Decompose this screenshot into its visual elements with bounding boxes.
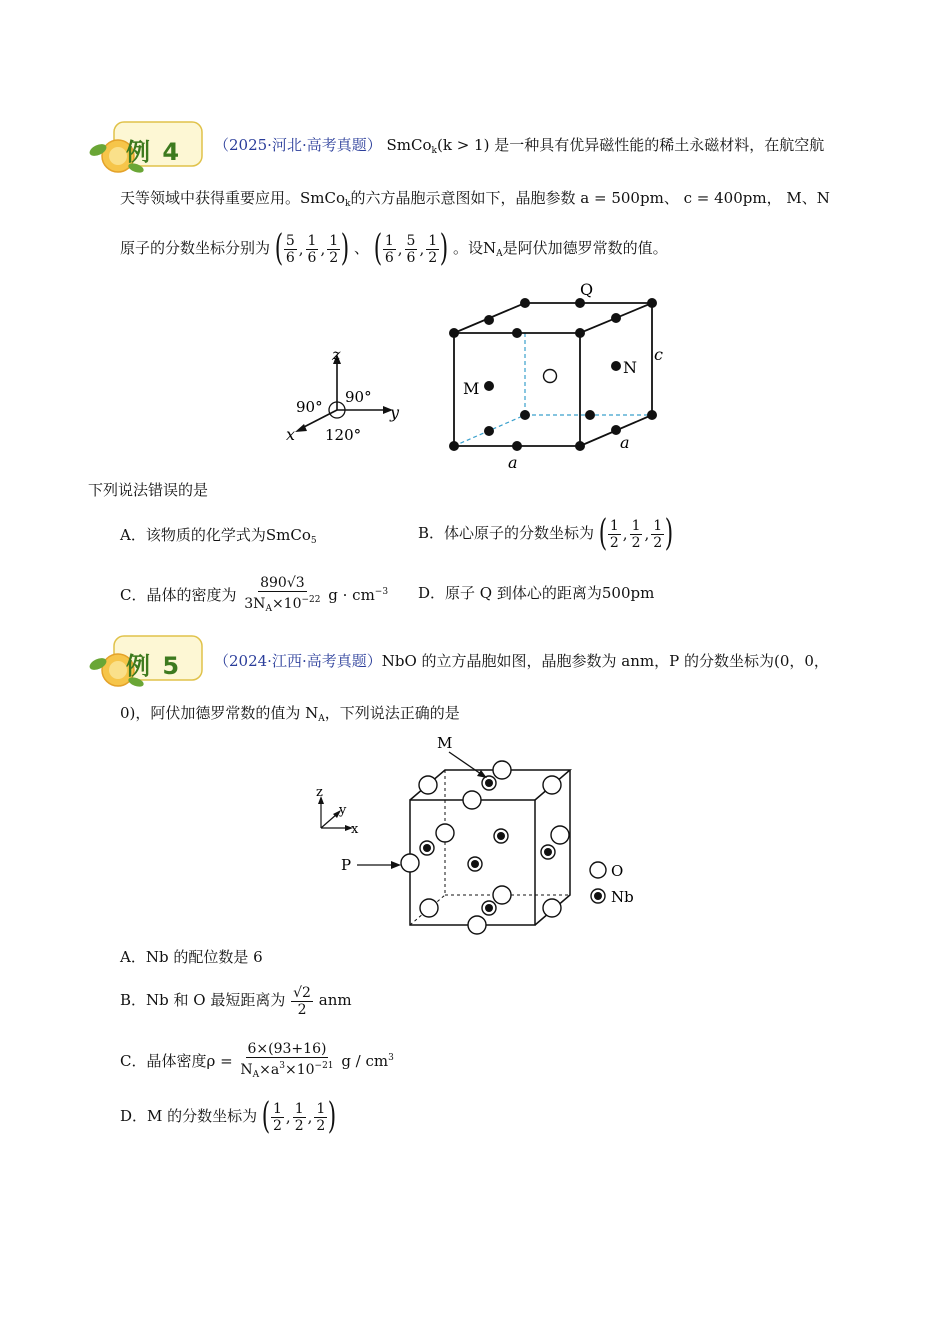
atom-q-label: Q — [580, 280, 594, 299]
q4-intro-line-3: 原子的分数坐标分别为 ( $\frac{5}{6}$ , $\frac{1}{6}$ , $\frac{1}{2}$ ) 、 ( $\frac{1}{6}$ , $\frac{5}{6}$ , $\frac{1}{2}$ ) 。设$N_A$是阿伏加德罗常数的值。 — [120, 228, 668, 269]
q4-option-a[interactable]: A．该物质的化学式为SmCo$_5$ — [120, 526, 317, 546]
body-center-atom — [544, 370, 557, 383]
axis-x-label: x — [286, 425, 296, 444]
q4-hexagonal-cell-figure — [430, 270, 680, 475]
q4-option-d[interactable]: D．原子 Q 到体心的距离为500pm — [418, 584, 655, 602]
angle-label: 90° — [345, 388, 372, 406]
example-4-badge — [88, 118, 208, 178]
q4-formula: SmCo$_k$(k > 1) — [386, 136, 490, 156]
q4-intro-line-2: 天等领域中获得重要应用。SmCo$_k$的六方晶胞示意图如下，晶胞参数 a = 500pm、 c = 400pm， M、N — [120, 189, 830, 209]
q5-intro-line-2: 0)，阿伏加德罗常数的值为 $N_A$，下列说法正确的是 — [120, 704, 460, 724]
q5-cubic-cell-figure — [305, 730, 650, 940]
example-5-badge — [88, 632, 208, 692]
param-a: a = 500pm — [580, 189, 664, 207]
atom-n-label: N — [623, 358, 637, 377]
axis-y-label: y — [390, 403, 400, 422]
axis-z-label: z — [332, 345, 341, 364]
legend-niobium-label: Nb — [611, 888, 634, 906]
axis-y-label: y — [339, 803, 347, 818]
q4-intro-1: 是一种具有优异磁性能的稀土永磁材料，在航空航 — [494, 136, 825, 154]
q4-axes-figure — [280, 340, 410, 450]
q4-option-c[interactable]: C．晶体的密度为 $\frac{890√3}{3N_A\times 10^{-22}}$ $g \cdot cm^{-3}$ — [120, 575, 389, 614]
q5-option-a[interactable]: A．Nb 的配位数是 6 — [120, 948, 263, 966]
q4-question: 下列说法错误的是 — [88, 481, 209, 499]
coord-m: ( $\frac{5}{6}$ , $\frac{1}{6}$ , $\frac{1}{2}$ ) — [274, 228, 350, 269]
angle-label: 120° — [325, 426, 362, 444]
param-a-label: a — [620, 433, 630, 452]
axis-z-label: z — [316, 785, 323, 800]
param-c-label: c — [654, 345, 663, 364]
q4-intro-line-1 — [214, 134, 824, 162]
badge-label: 例 5 — [126, 652, 182, 680]
atom-p-label: P — [341, 856, 352, 874]
atom-m-label: M — [463, 379, 480, 398]
q5-option-c[interactable]: C．晶体密度ρ = $\frac{6\times(93+16)}{N_A\times a^3\times 10^{-21}}$ g / $cm^3$ — [120, 1041, 394, 1080]
legend-oxygen-label: O — [611, 862, 624, 880]
q4-source: （2025·河北·高考真题） — [214, 136, 382, 154]
param-a-label: a — [508, 453, 518, 472]
q5-intro-line-1: （2024·江西·高考真题）NbO 的立方晶胞如图，晶胞参数为 anm，P 的分数坐标为(0，0， — [214, 652, 829, 670]
q5-option-b[interactable]: B．Nb 和 O 最短距离为 $\frac{√2}{2}$ anm — [120, 984, 352, 1018]
legend-oxygen-icon — [590, 862, 606, 878]
q5-source: （2024·江西·高考真题） — [214, 652, 382, 670]
atom-m-label: M — [437, 734, 453, 752]
q4-option-b[interactable]: B．体心原子的分数坐标为 ( $\frac{1}{2}$ , $\frac{1}{2}$ , $\frac{1}{2}$ ) — [418, 513, 674, 554]
angle-label: 90° — [296, 398, 323, 416]
param-c: c = 400pm — [683, 189, 767, 207]
badge-label: 例 4 — [126, 138, 182, 166]
q5-option-d[interactable]: D．M 的分数坐标为 ( $\frac{1}{2}$ , $\frac{1}{2}$ , $\frac{1}{2}$ ) — [120, 1096, 337, 1137]
axis-x-label: x — [351, 822, 359, 837]
coord-n: ( $\frac{1}{6}$ , $\frac{5}{6}$ , $\frac{1}{2}$ ) — [373, 228, 449, 269]
